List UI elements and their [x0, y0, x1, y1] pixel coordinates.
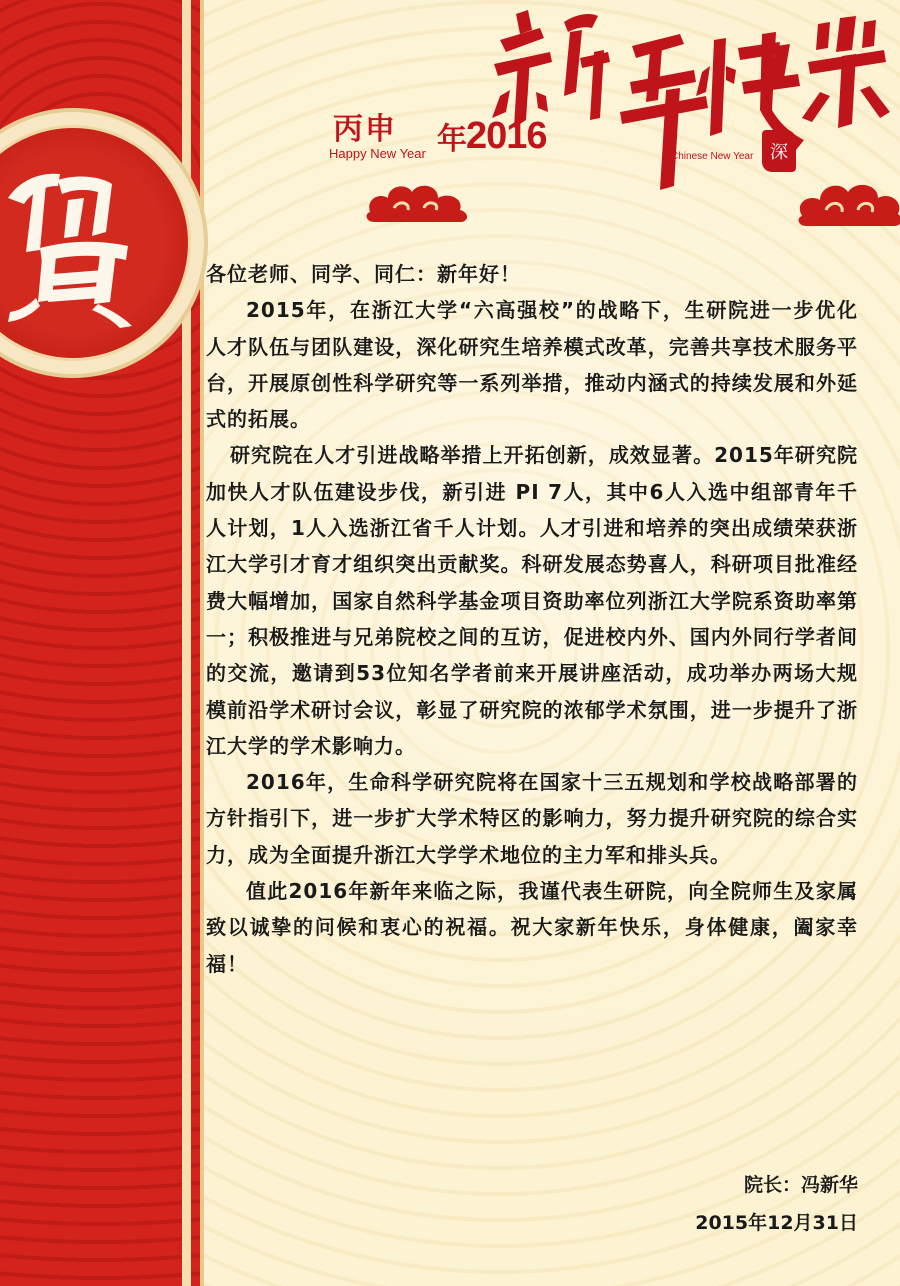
- he-character-drawing: [0, 140, 170, 330]
- letter-paragraph: 2016年，生命科学研究院将在国家十三五规划和学校战略部署的方针指引下，进一步扩大学术特区的影响力，努力提升研究院的综合实力，成为全面提升浙江大学学术地位的主力军和排头兵。: [206, 770, 858, 867]
- chinese-new-year-label: Chinese New Year: [671, 151, 754, 162]
- letter-paragraph: 2015年，在浙江大学“六高强校”的战略下，生研院进一步优化人才队伍与团队建设，深化研究生培养模式改革，完善共享技术服务平台，开展原创性科学研究等一系列举措，推动内涵式的持续发展和外延式的拓展。: [206, 298, 858, 432]
- xinnian-kuaile-calligraphy: [480, 0, 900, 200]
- letter-paragraph: 值此2016年新年来临之际，我谨代表生研院，向全院师生及家属致以诚挚的问候和衷心的祝福。祝大家新年快乐，身体健康，阖家幸福！: [206, 879, 858, 976]
- letter-date: 2015年12月31日: [695, 1212, 858, 1234]
- band-border-edge: [200, 0, 204, 1286]
- bingshen-label: 丙申: [333, 112, 397, 147]
- letter-greeting: 各位老师、同学、同仁：新年好！: [206, 262, 521, 286]
- auspicious-cloud-icon: [794, 172, 900, 228]
- auspicious-cloud-icon: [364, 178, 474, 224]
- nian-label: 年: [437, 122, 467, 157]
- letter-body: [206, 256, 858, 982]
- he-calligraphy-seal: [0, 140, 170, 330]
- year-label: 2016: [466, 115, 547, 157]
- happy-new-year-label: Happy New Year: [329, 146, 426, 161]
- letter-paragraph: 研究院在人才引进战略举措上开拓创新，成效显著。2015年研究院加快人才队伍建设步伐，新引进 PI 7人，其中6人入选中组部青年千人计划，1人入选浙江省千人计划。人才引进和培养的突出成绩荣获浙江大学引才育才组织突出贡献奖。科研发展态势喜人，科研项目批准经费大幅增加，国家自然科学基金项目资助率位列浙江大学院系资助率第一；积极推进与兄弟院校之间的互访，促进校内外、国内外同行学者间的交流，邀请到53位知名学者前来开展讲座活动，成功举办两场大规模前沿学术研讨会议，彰显了研究院的浓郁学术氛围，进一步提升了浙江大学的学术影响力。: [206, 443, 858, 758]
- seal-stamp: 深: [762, 130, 796, 172]
- signature: 院长：冯新华: [743, 1174, 858, 1196]
- signature-block: [695, 1166, 858, 1242]
